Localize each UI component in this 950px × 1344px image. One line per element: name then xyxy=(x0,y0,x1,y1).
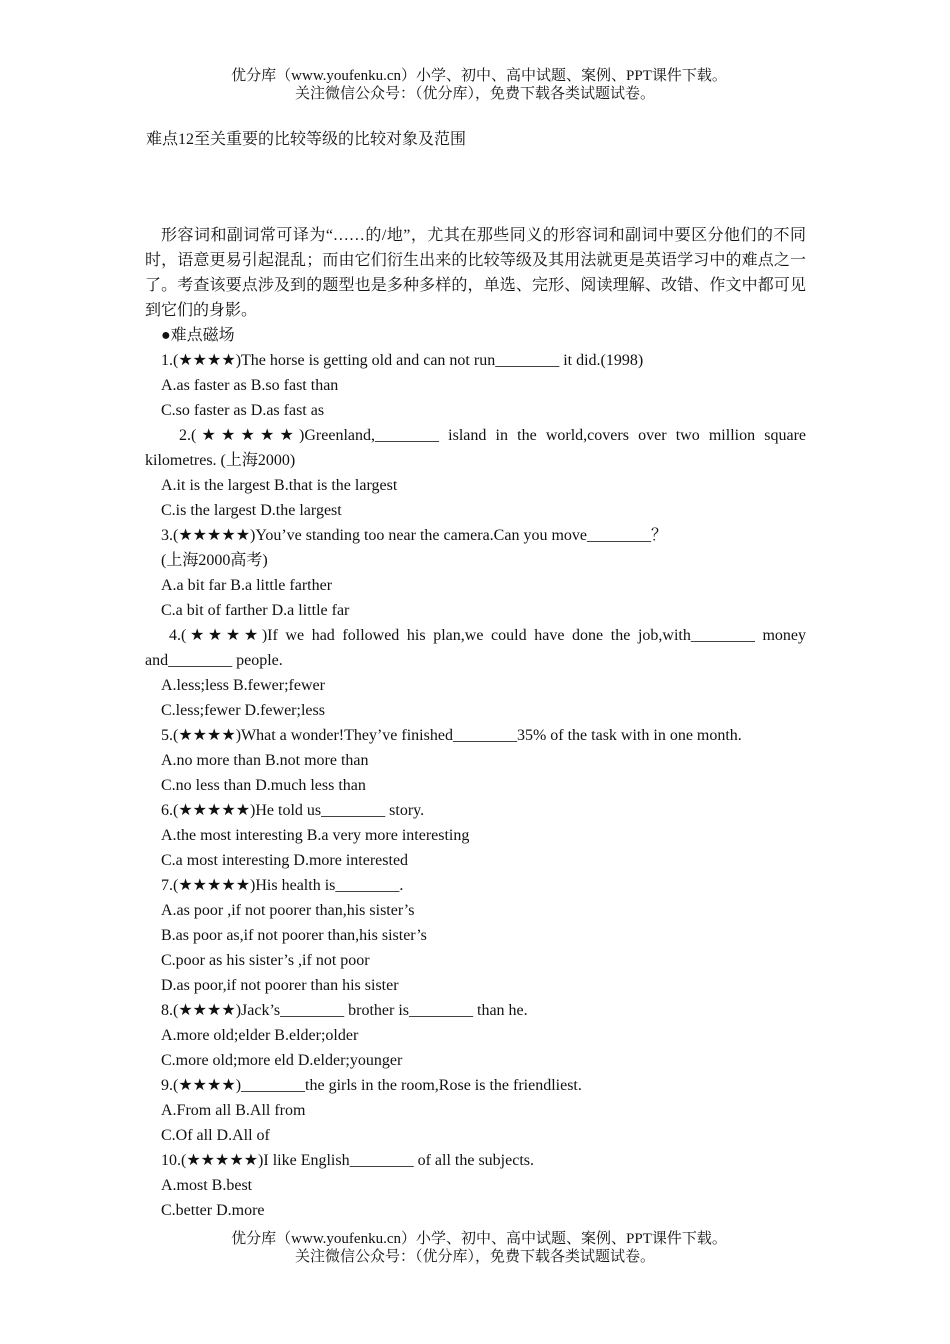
question-5-options-ab: A.no more than B.not more than xyxy=(161,752,369,769)
question-1-options-ab: A.as faster as B.so fast than xyxy=(161,377,339,394)
question-10-stem: 10.(★★★★★)I like English________ of all the subjects. xyxy=(161,1152,534,1169)
page-header xyxy=(0,67,950,103)
header-line-1: 优分库（www.youfenku.cn）小学、初中、高中试题、案例、PPT课件下载。 xyxy=(231,68,727,84)
header-line-2: 关注微信公众号：（优分库），免费下载各类试题试卷。 xyxy=(294,86,655,102)
question-8-options-ab: A.more old;elder B.elder;older xyxy=(161,1027,359,1044)
question-2-options-cd: C.is the largest D.the largest xyxy=(161,502,342,519)
question-7-option-a: A.as poor ,if not poorer than,his sister’s xyxy=(161,902,415,919)
section-label: ●难点磁场 xyxy=(161,327,235,344)
question-1-stem: 1.(★★★★)The horse is getting old and can not run________ it did.(1998) xyxy=(161,352,644,369)
question-3-stem: 3.(★★★★★)You’ve standing too near the camera.Can you move________？ xyxy=(161,527,668,544)
intro-paragraph: 形容词和副词常可译为“……的/地”，尤其在那些同义的形容词和副词中要区分他们的不同时，语意更易引起混乱；而由它们衍生出来的比较等级及其用法就更是英语学习中的难点之一了。考查该要点涉及到的题型也是多种多样的，单选、完形、阅读理解、改错、作文中都可见到它们的身影。 xyxy=(145,227,806,319)
footer-line-1: 优分库（www.youfenku.cn）小学、初中、高中试题、案例、PPT课件下载。 xyxy=(231,1231,727,1247)
question-3-source: (上海2000高考) xyxy=(161,552,268,569)
footer-line-2: 关注微信公众号：（优分库），免费下载各类试题试卷。 xyxy=(294,1249,655,1265)
question-5-options-cd: C.no less than D.much less than xyxy=(161,777,366,794)
question-9-stem: 9.(★★★★)________the girls in the room,Rose is the friendliest. xyxy=(161,1077,582,1094)
question-6-stem: 6.(★★★★★)He told us________ story. xyxy=(161,802,425,819)
question-3-options-ab: A.a bit far B.a little farther xyxy=(161,577,333,594)
question-2-stem: 2.(★★★★★)Greenland,________ island in the world,covers over two million square kilometres. (上海2000) xyxy=(145,427,806,469)
question-8-options-cd: C.more old;more eld D.elder;younger xyxy=(161,1052,403,1069)
question-4-stem: 4.(★★★★)If we had followed his plan,we could have done the job,with________ money and________ people. xyxy=(145,627,806,669)
question-6-options-ab: A.the most interesting B.a very more interesting xyxy=(161,827,470,844)
question-9-options-ab: A.From all B.All from xyxy=(161,1102,306,1119)
question-1-options-cd: C.so faster as D.as fast as xyxy=(161,402,325,419)
page-title: 难点12至关重要的比较等级的比较对象及范围 xyxy=(146,131,467,148)
question-2-options-ab: A.it is the largest B.that is the largest xyxy=(161,477,398,494)
question-8-stem: 8.(★★★★)Jack’s________ brother is________ than he. xyxy=(161,1002,528,1019)
question-7-stem: 7.(★★★★★)His health is________. xyxy=(161,877,404,894)
question-3-options-cd: C.a bit of farther D.a little far xyxy=(161,602,350,619)
question-9-options-cd: C.Of all D.All of xyxy=(161,1127,270,1144)
question-10-options-ab: A.most B.best xyxy=(161,1177,253,1194)
question-10-options-cd: C.better D.more xyxy=(161,1202,265,1219)
document-body xyxy=(145,223,806,1223)
question-7-option-d: D.as poor,if not poorer than his sister xyxy=(161,977,399,994)
question-7-option-c: C.poor as his sister’s ,if not poor xyxy=(161,952,370,969)
question-4-options-cd: C.less;fewer D.fewer;less xyxy=(161,702,325,719)
question-6-options-cd: C.a most interesting D.more interested xyxy=(161,852,409,869)
question-4-options-ab: A.less;less B.fewer;fewer xyxy=(161,677,325,694)
question-5-stem: 5.(★★★★)What a wonder!They’ve finished________35% of the task with in one month. xyxy=(161,727,742,744)
page-footer xyxy=(0,1230,950,1266)
question-7-option-b: B.as poor as,if not poorer than,his sister’s xyxy=(161,927,427,944)
